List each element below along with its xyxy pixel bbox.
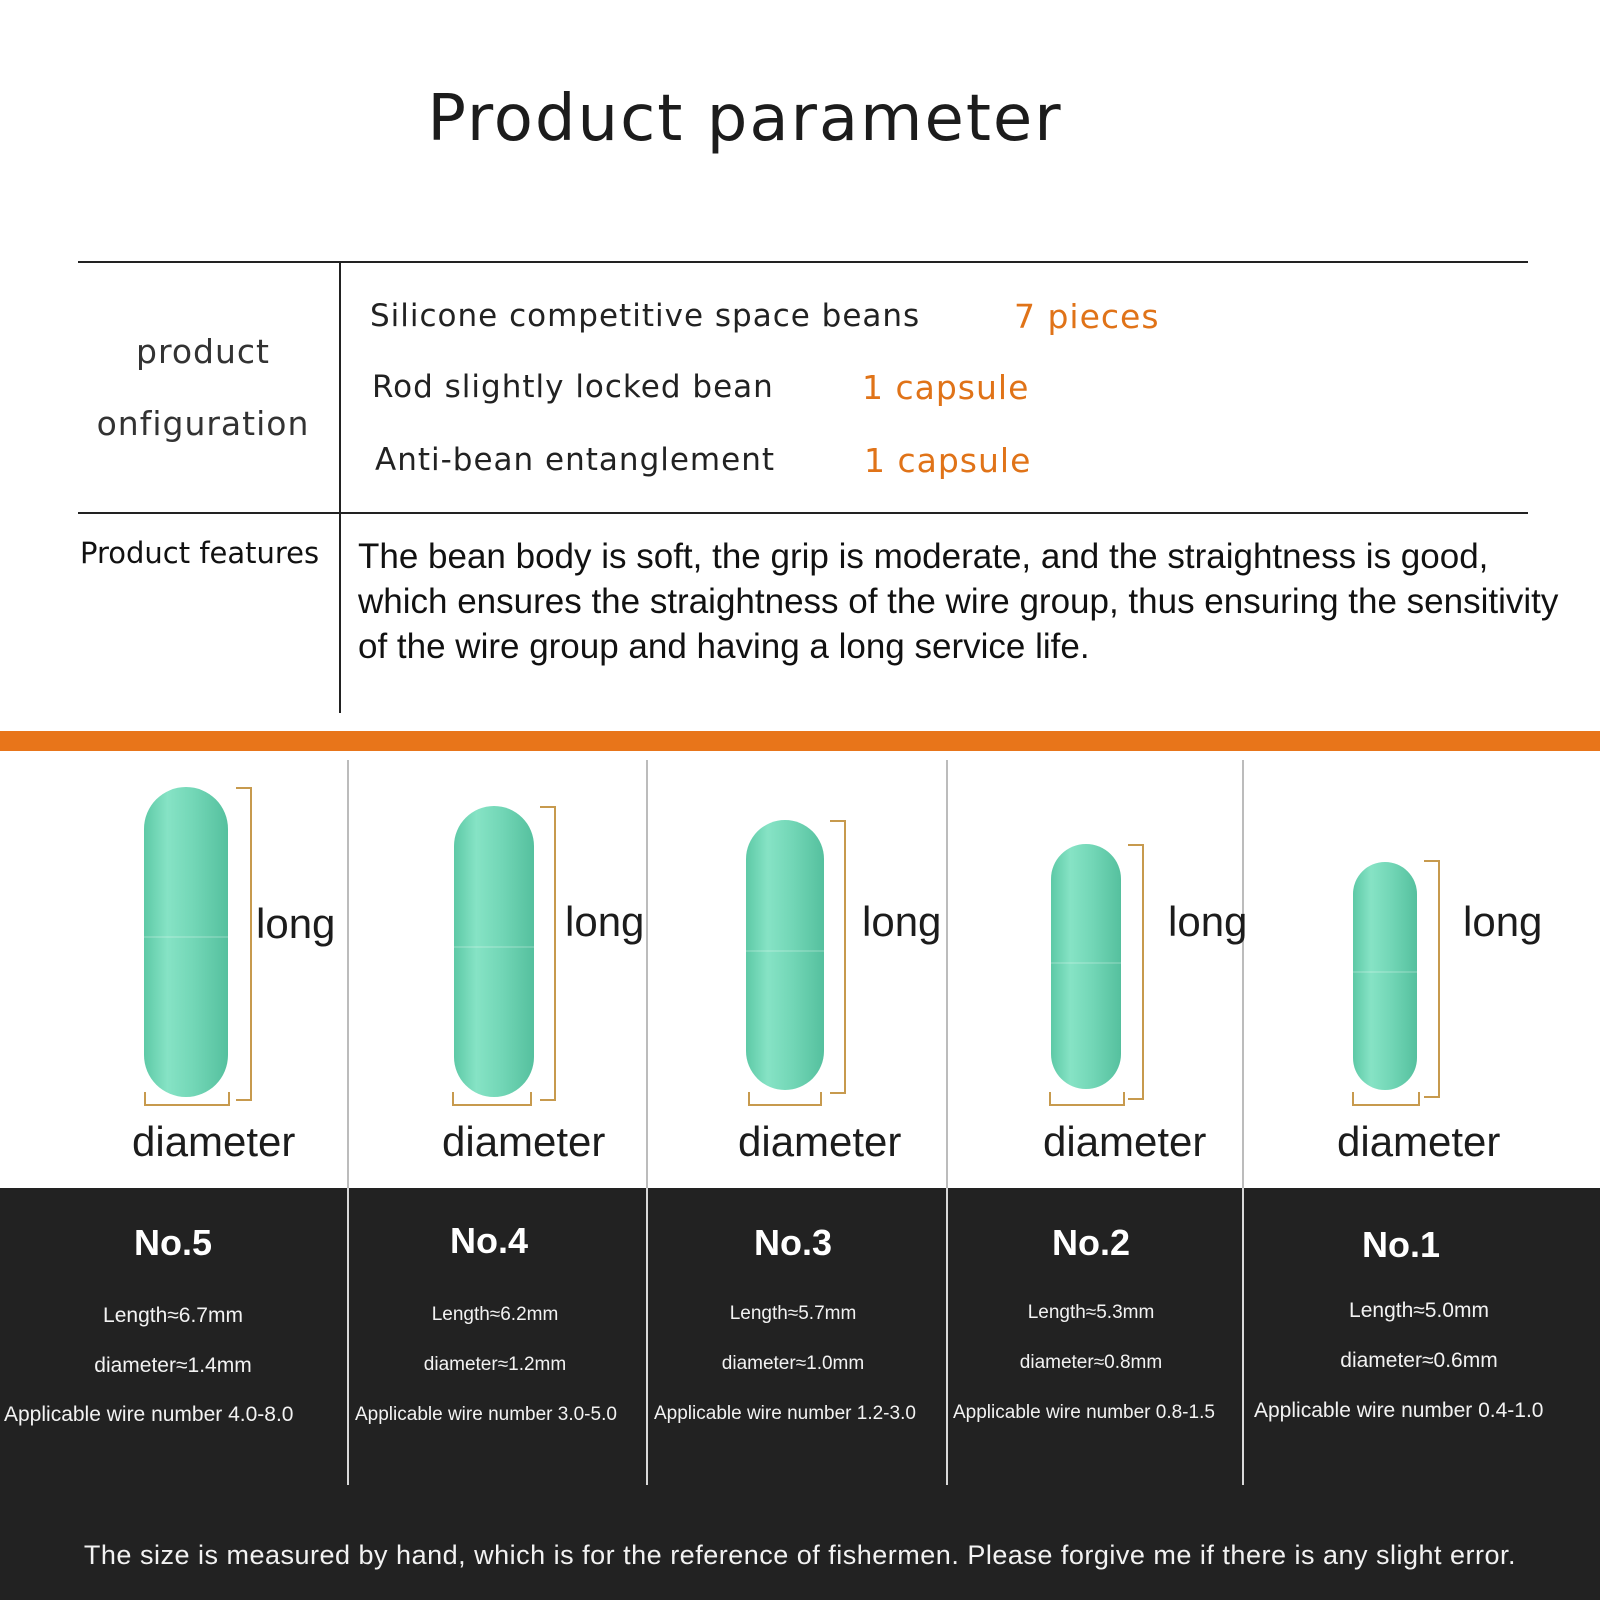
diameter-label: diameter xyxy=(1337,1118,1501,1165)
column-divider xyxy=(347,760,349,1190)
diameter-spec: diameter≈1.2mm xyxy=(423,1354,567,1375)
configuration-label-line2: onfiguration xyxy=(96,404,310,443)
diameter-bracket xyxy=(452,1092,532,1106)
configuration-item-name: Rod slightly locked bean xyxy=(372,369,774,405)
length-spec: Length≈5.3mm xyxy=(1027,1302,1155,1323)
page-title: Product parameter xyxy=(427,82,1063,156)
column-divider xyxy=(1242,760,1244,1190)
diameter-spec: diameter≈0.8mm xyxy=(1019,1352,1163,1373)
size-number: No.2 xyxy=(1051,1222,1130,1263)
length-bracket xyxy=(1424,860,1440,1098)
table-top-rule xyxy=(78,261,1528,263)
diameter-label: diameter xyxy=(442,1118,606,1165)
diameter-label: diameter xyxy=(738,1118,902,1165)
length-bracket xyxy=(1128,844,1144,1100)
wire-spec: Applicable wire number 0.4-1.0 xyxy=(1254,1399,1544,1422)
long-label: long xyxy=(565,898,645,945)
configuration-item-name: Silicone competitive space beans xyxy=(370,298,921,334)
capsule-no2-illustration xyxy=(1051,844,1121,1089)
long-label: long xyxy=(256,900,336,947)
long-label: long xyxy=(1463,898,1543,945)
length-spec: Length≈5.0mm xyxy=(1349,1299,1489,1322)
features-label: Product features xyxy=(80,536,320,570)
configuration-item-qty: 1 capsule xyxy=(862,368,1030,407)
wire-spec: Applicable wire number 4.0-8.0 xyxy=(4,1403,294,1426)
length-spec: Length≈6.2mm xyxy=(431,1304,559,1325)
diameter-spec: diameter≈1.4mm xyxy=(94,1354,252,1377)
diameter-label: diameter xyxy=(132,1118,296,1165)
capsule-no1-illustration xyxy=(1353,862,1417,1090)
diameter-bracket xyxy=(748,1092,822,1106)
long-label: long xyxy=(862,898,942,945)
footer-disclaimer: The size is measured by hand, which is for the reference of fishermen. Please forgive me if there is any slight error. xyxy=(83,1540,1517,1570)
length-spec: Length≈5.7mm xyxy=(729,1303,857,1324)
column-divider xyxy=(646,760,648,1190)
size-number: No.5 xyxy=(133,1222,212,1263)
table-middle-rule xyxy=(78,512,1528,514)
wire-spec: Applicable wire number 3.0-5.0 xyxy=(355,1404,617,1425)
size-number: No.3 xyxy=(753,1222,832,1263)
configuration-item-qty: 7 pieces xyxy=(1014,297,1160,336)
length-bracket xyxy=(236,787,252,1101)
length-spec: Length≈6.7mm xyxy=(103,1304,243,1327)
capsule-no5-illustration xyxy=(144,787,228,1097)
diameter-spec: diameter≈1.0mm xyxy=(721,1353,865,1374)
length-bracket xyxy=(830,820,846,1094)
size-number: No.1 xyxy=(1361,1224,1440,1265)
wire-spec: Applicable wire number 1.2-3.0 xyxy=(654,1403,916,1424)
configuration-label-line1: product xyxy=(136,332,270,371)
orange-divider-band xyxy=(0,731,1600,751)
capsule-no3-illustration xyxy=(746,820,824,1090)
features-text: The bean body is soft, the grip is moderate, and the straightness is good, which ensures the straightness of the wire group, thus ensuring the sensitivity of the wire group and having a long service life. xyxy=(358,537,1559,666)
diameter-label: diameter xyxy=(1043,1118,1207,1165)
length-bracket xyxy=(540,806,556,1101)
diameter-bracket xyxy=(144,1092,230,1106)
long-label: long xyxy=(1168,898,1248,945)
diameter-spec: diameter≈0.6mm xyxy=(1340,1349,1498,1372)
diameter-bracket xyxy=(1049,1092,1125,1106)
configuration-item-qty: 1 capsule xyxy=(864,441,1032,480)
size-number: No.4 xyxy=(449,1220,528,1261)
column-divider xyxy=(946,760,948,1190)
table-column-divider xyxy=(339,261,341,713)
capsule-no4-illustration xyxy=(454,806,534,1097)
wire-spec: Applicable wire number 0.8-1.5 xyxy=(953,1402,1215,1423)
spec-column-divider xyxy=(1242,1188,1244,1485)
diameter-bracket xyxy=(1352,1092,1420,1106)
configuration-item-name: Anti-bean entanglement xyxy=(375,442,776,478)
